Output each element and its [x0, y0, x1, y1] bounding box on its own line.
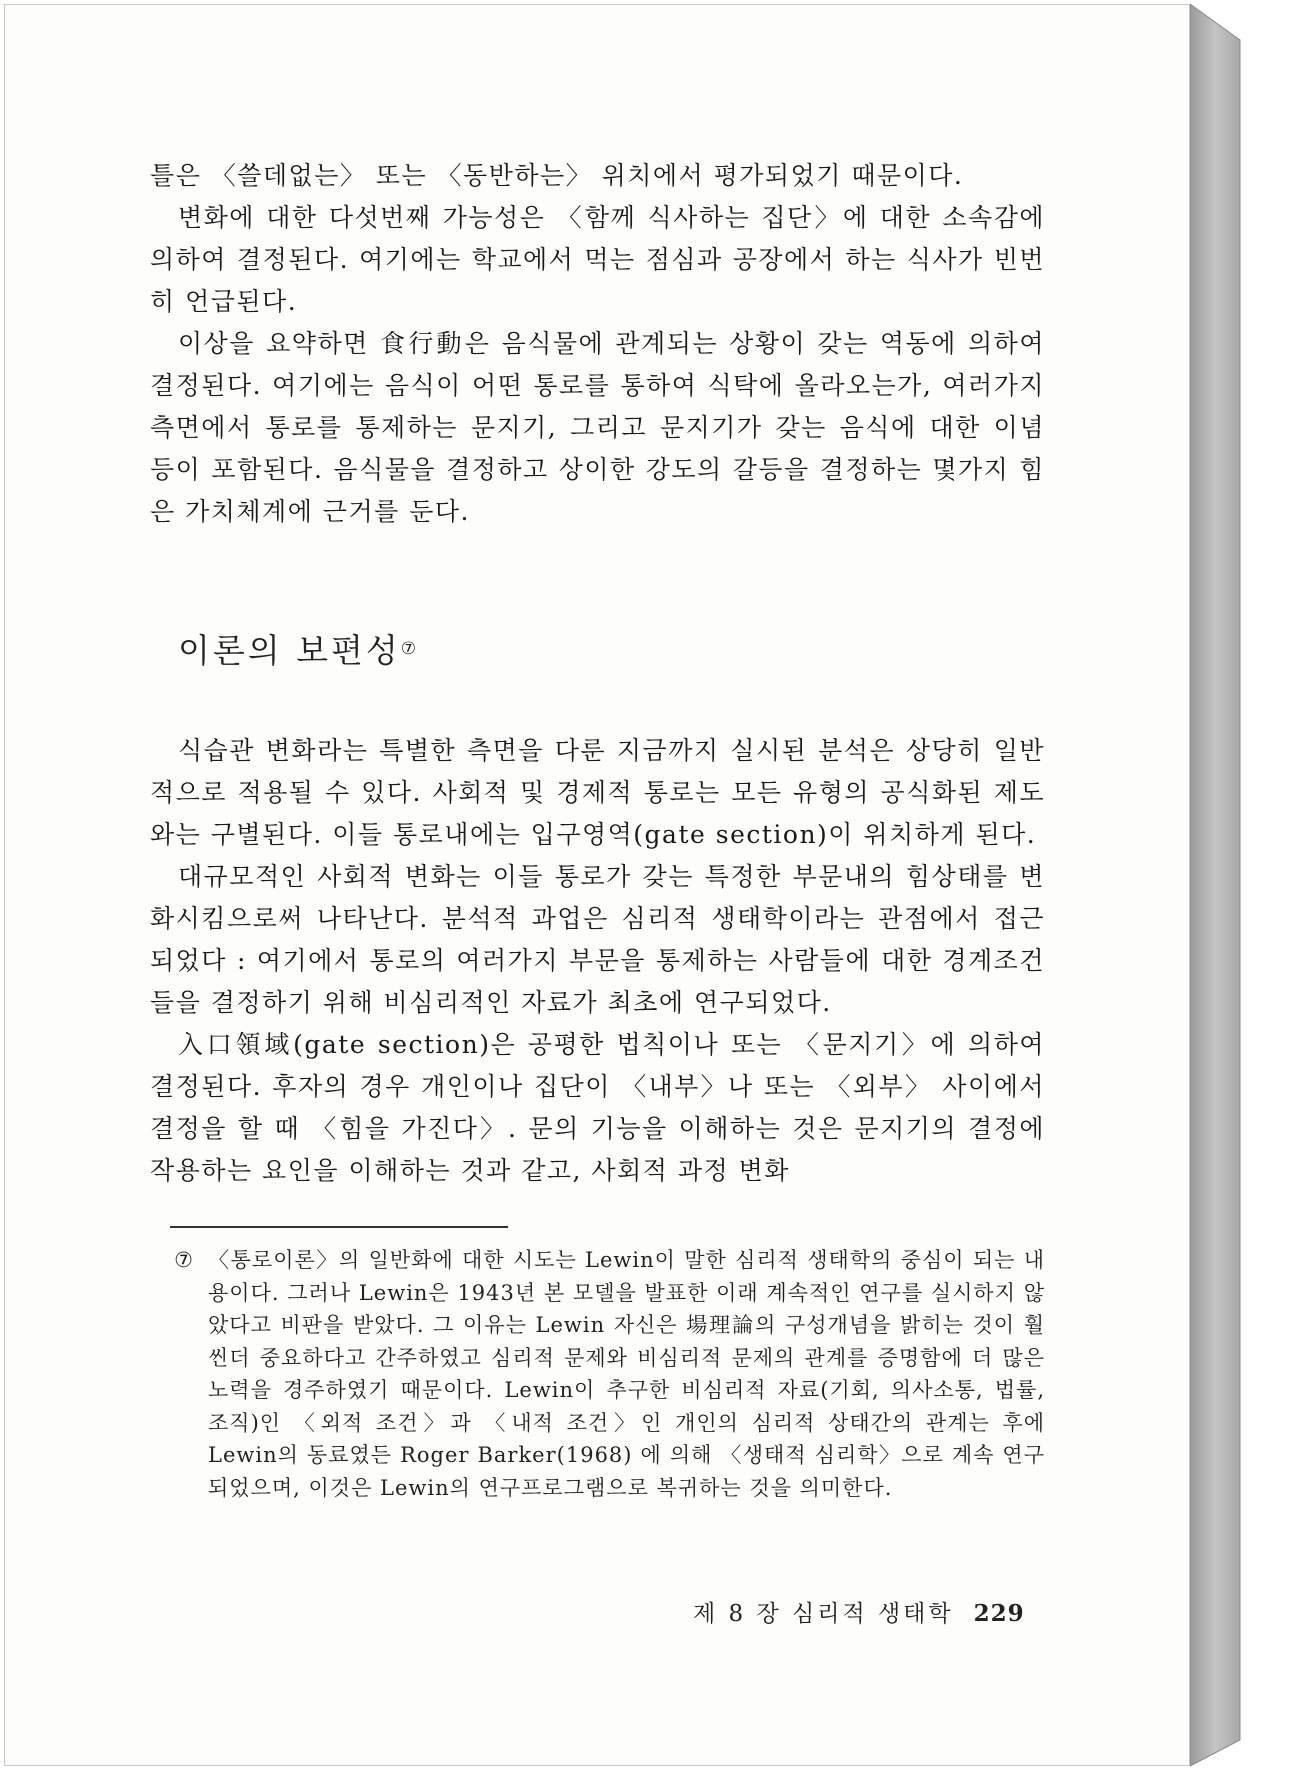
footnote-mark: ⑦: [174, 1248, 194, 1272]
running-footer: [693, 1595, 1025, 1628]
section-heading-text: 이론의 보편성: [178, 631, 401, 670]
footnote-reference: ⑦: [400, 639, 417, 659]
book-edge-shadow: [1190, 0, 1260, 1773]
footnote-divider: [170, 1226, 508, 1228]
page-number: 229: [973, 1600, 1025, 1627]
book-page: [4, 4, 1190, 1766]
paragraph-continued: 틀은 〈쓸데없는〉 또는 〈동반하는〉 위치에서 평가되었기 때문이다.: [150, 161, 964, 190]
paragraph-gate-section: 入口領域(gate section)은 공평한 법칙이나 또는 〈문지기〉에 의하여 결정된다. 후자의 경우 개인이나 집단이 〈내부〉나 또는 〈외부〉 사이에서 결정을 할 때 〈힘을 가진다〉. 문의 기능을 이해하는 것은 문지기의 결정에 작용하는 요인을 이해하는 것과 같고, 사회적 과정 변화: [150, 1030, 1045, 1185]
section-heading: [178, 625, 1045, 672]
paragraph-social-change: 대규모적인 사회적 변화는 이들 통로가 갖는 특정한 부문내의 힘상태를 변화시킴으로써 나타난다. 분석적 과업은 심리적 생태학이라는 관점에서 접근되었다 : 여기에서 통로의 여러가지 부문을 통제하는 사람들에 대한 경계조건들을 결정하기 위해 비심리적인 자료가 최초에 연구되었다.: [150, 862, 1045, 1017]
page-content: [150, 155, 1045, 1504]
footnote-text: 〈통로이론〉의 일반화에 대한 시도는 Lewin이 말한 심리적 생태학의 중심이 되는 내용이다. 그러나 Lewin은 1943년 본 모델을 발표한 이래 계속적인 연구를 실시하지 않았다고 비판을 받았다. 그 이유는 Lewin 자신은 場理論의 구성개념을 밝히는 것이 훨씬더 중요하다고 간주하였고 심리적 문제와 비심리적 문제의 관계를 증명함에 더 많은 노력을 경주하였기 때문이다. Lewin이 추구한 비심리적 자료(기회, 의사소통, 법률, 조직)인 〈외적 조건〉과 〈내적 조건〉인 개인의 심리적 상태간의 관계는 후에 Lewin의 동료였든 Roger Barker(1968) 에 의해 〈생태적 심리학〉으로 계속 연구되었으며, 이것은 Lewin의 연구프로그램으로 복귀하는 것을 의미한다.: [208, 1248, 1045, 1500]
paragraph-generality: 식습관 변화라는 특별한 측면을 다룬 지금까지 실시된 분석은 상당히 일반적으로 적용될 수 있다. 사회적 및 경제적 통로는 모든 유형의 공식화된 제도와는 구별된다. 이들 통로내에는 입구영역(gate section)이 위치하게 된다.: [150, 736, 1045, 849]
paragraph-fifth-possibility: 변화에 대한 다섯번째 가능성은 〈함께 식사하는 집단〉에 대한 소속감에 의하여 결정된다. 여기에는 학교에서 먹는 점심과 공장에서 하는 식사가 빈번히 언급된다.: [150, 203, 1045, 316]
paragraph-summary: 이상을 요약하면 食行動은 음식물에 관계되는 상황이 갖는 역동에 의하여 결정된다. 여기에는 음식이 어떤 통로를 통하여 식탁에 올라오는가, 여러가지 측면에서 통로를 통제하는 문지기, 그리고 문지기가 갖는 음식에 대한 이념 등이 포함된다. 음식물을 결정하고 상이한 강도의 갈등을 결정하는 몇가지 힘은 가치체계에 근거를 둔다.: [150, 329, 1045, 526]
chapter-title: 제 8 장 심리적 생태학: [693, 1601, 954, 1627]
footnote: [150, 1244, 1045, 1504]
